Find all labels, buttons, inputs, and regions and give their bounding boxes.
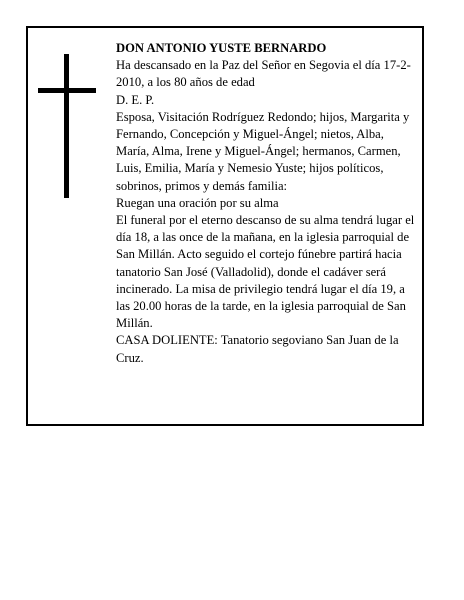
casa-doliente: CASA DOLIENTE: Tanatorio segoviano San Juan de la Cruz.: [116, 333, 399, 365]
cross-vertical-bar: [64, 54, 69, 198]
dep-line: D. E. P.: [116, 92, 155, 107]
rest-statement: Ha descansado en la Paz del Señor en Segovia el día 17-2-2010, a los 80 años de edad: [116, 58, 411, 90]
funeral-details: El funeral por el eterno descanso de su alma tendrá lugar el día 18, a las once de la mañana, en la iglesia parroquial de San Millán. Acto seguido el cortejo fúnebre partirá hacia tanatorio San José (Valladolid), donde el cadáver será incinerado. La misa de privilegio tendrá lugar el día 19, a las 20.00 horas de la tarde, en la iglesia parroquial de San Millán.: [116, 213, 415, 331]
obituary-notice: [26, 26, 424, 426]
cross-icon: [38, 54, 96, 198]
family-list: Esposa, Visitación Rodríguez Redondo; hijos, Margarita y Fernando, Concepción y Miguel-Ángel; nietos, Alba, María, Alma, Irene y Miguel-Ángel; hermanos, Carmen, Luis, Emilia, María y Nemesio Yuste; hijos políticos, sobrinos, primos y demás familia:: [116, 109, 410, 193]
cross-horizontal-bar: [38, 88, 96, 93]
notice-text: [116, 40, 420, 367]
prayer-request: Ruegan una oración por su alma: [116, 195, 279, 210]
deceased-name: DON ANTONIO YUSTE BERNARDO: [116, 41, 327, 55]
